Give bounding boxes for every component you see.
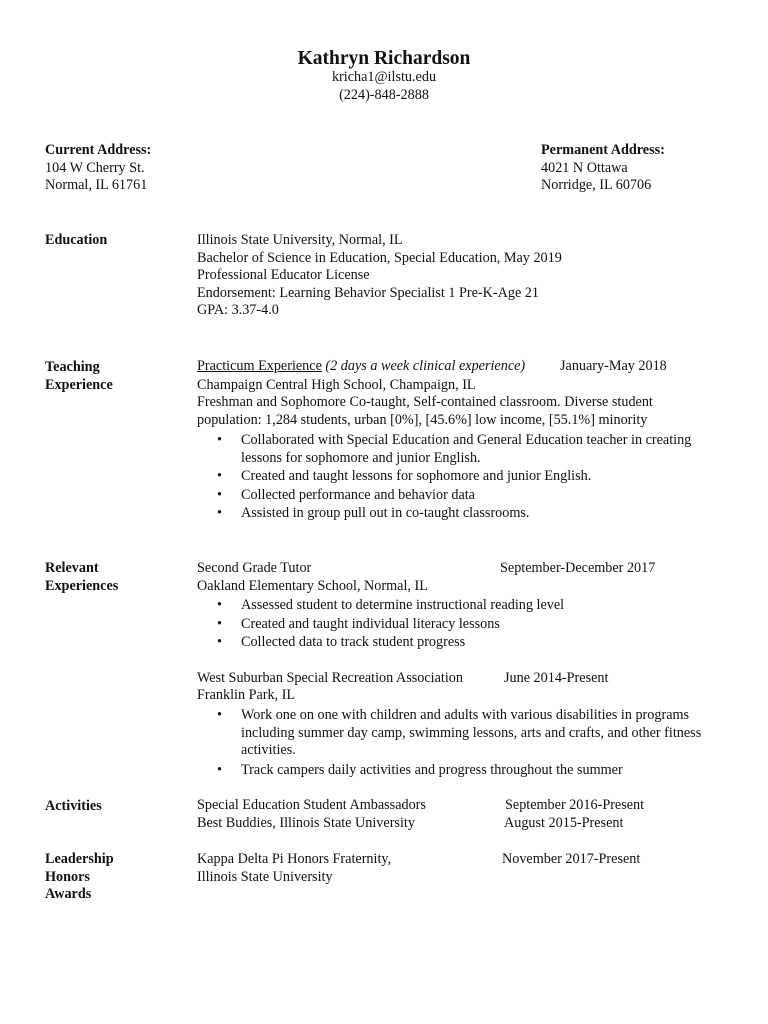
honor-entry xyxy=(197,851,391,886)
list-item: • Work one on one with children and adults with various disabilities in programs including summer day camp, swimming lessons, arts and crafts, and other fitness activities. xyxy=(197,707,727,760)
tutor-title: Second Grade Tutor xyxy=(197,560,312,576)
practicum-school: Champaign Central High School, Champaign, IL xyxy=(197,377,476,393)
email-address: kricha1@ilstu.edu xyxy=(331,69,437,85)
list-item: • Created and taught lessons for sophomore and junior English. xyxy=(197,468,727,486)
education-line: Bachelor of Science in Education, Special Education, May 2019 xyxy=(197,249,562,266)
education-label: Education xyxy=(45,232,108,248)
permanent-address-line2: Norridge, IL 60706 xyxy=(541,177,652,194)
list-item: • Collected data to track student progress xyxy=(197,634,727,652)
practicum-desc-line2: population: 1,284 students, urban [0%], [45.6%] low income, [55.1%] minority xyxy=(197,411,648,428)
permanent-address xyxy=(541,142,665,195)
activity-name: Special Education Student Ambassadors xyxy=(197,797,426,813)
activity-dates: August 2015-Present xyxy=(504,815,624,831)
relevant-label-line2: Experiences xyxy=(45,577,119,594)
leadership-label-line1: Leadership xyxy=(45,851,114,867)
practicum-description xyxy=(197,394,653,429)
current-address-line2: Normal, IL 61761 xyxy=(45,177,148,194)
teaching-experience-label xyxy=(45,359,113,394)
list-item: • Collected performance and behavior data xyxy=(197,487,727,505)
list-item: • Assessed student to determine instructional reading level xyxy=(197,597,727,615)
tutor-place: Oakland Elementary School, Normal, IL xyxy=(197,578,428,594)
current-address-line1: 104 W Cherry St. xyxy=(45,159,145,176)
activities-label: Activities xyxy=(45,798,102,814)
wssra-title: West Suburban Special Recreation Association xyxy=(197,670,463,686)
practicum-note: (2 days a week clinical experience) xyxy=(325,358,526,374)
activity-name: Best Buddies, Illinois State University xyxy=(197,815,415,831)
practicum-bullets xyxy=(197,432,727,523)
education-line: Illinois State University, Normal, IL xyxy=(197,232,403,248)
current-address xyxy=(45,142,151,195)
leadership-label-line2: Honors xyxy=(45,868,90,885)
honor-name-line2: Illinois State University xyxy=(197,868,333,885)
education-line: Professional Educator License xyxy=(197,267,370,284)
teaching-label-line1: Teaching xyxy=(45,359,100,375)
practicum-title-row xyxy=(197,358,525,376)
education-line: Endorsement: Learning Behavior Specialist 1 Pre-K-Age 21 xyxy=(197,284,539,301)
permanent-address-line1: 4021 N Ottawa xyxy=(541,159,628,176)
leadership-honors-awards-label xyxy=(45,851,114,904)
honor-dates: November 2017-Present xyxy=(502,851,641,867)
wssra-place: Franklin Park, IL xyxy=(197,687,296,703)
honor-name-line1: Kappa Delta Pi Honors Fraternity, xyxy=(197,851,392,867)
practicum-title: Practicum Experience xyxy=(197,358,322,374)
tutor-bullets xyxy=(197,597,727,652)
permanent-address-label: Permanent Address: xyxy=(541,142,665,158)
education-line: GPA: 3.37-4.0 xyxy=(197,302,279,319)
relevant-experiences-label xyxy=(45,560,118,595)
practicum-desc-line1: Freshman and Sophomore Co-taught, Self-contained classroom. Diverse student xyxy=(197,394,653,410)
resume-name: Kathryn Richardson xyxy=(297,48,471,69)
tutor-dates: September-December 2017 xyxy=(500,560,656,576)
wssra-bullets xyxy=(197,707,727,779)
wssra-dates: June 2014-Present xyxy=(504,670,609,686)
list-item: • Track campers daily activities and progress throughout the summer xyxy=(197,762,727,780)
activity-dates: September 2016-Present xyxy=(505,797,645,813)
list-item: • Collaborated with Special Education and General Education teacher in creating lessons for sophomore and junior English. xyxy=(197,432,727,467)
practicum-dates: January-May 2018 xyxy=(560,358,667,374)
relevant-label-line1: Relevant xyxy=(45,560,99,576)
education-details xyxy=(197,232,562,320)
teaching-label-line2: Experience xyxy=(45,376,113,393)
leadership-label-line3: Awards xyxy=(45,886,92,903)
list-item: • Assisted in group pull out in co-taught classrooms. xyxy=(197,505,727,523)
phone-number: (224)-848-2888 xyxy=(339,87,429,103)
current-address-label: Current Address: xyxy=(45,142,152,158)
list-item: • Created and taught individual literacy lessons xyxy=(197,616,727,634)
